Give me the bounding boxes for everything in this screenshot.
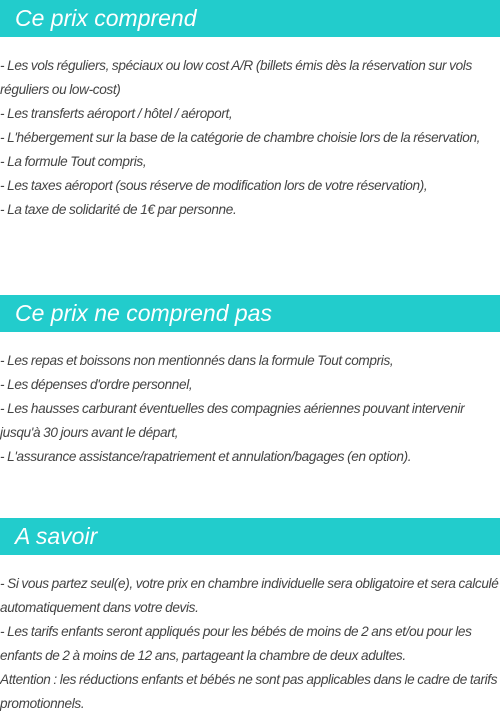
list-item: - Les taxes aéroport (sous réserve de modification lors de votre réservation), (0, 178, 428, 193)
list-item: Attention : les réductions enfants et bébés ne sont pas applicables dans le cadre de tarifs promotionnels. (0, 672, 498, 711)
list-item: - La formule Tout compris, (0, 154, 147, 169)
list-item: - La taxe de solidarité de 1€ par personne. (0, 202, 237, 217)
section-header-a-savoir (0, 518, 500, 555)
list-item: - Les hausses carburant éventuelles des compagnies aériennes pouvant intervenir jusqu'à 30 jours avant le départ, (0, 401, 465, 440)
section-title: Ce prix ne comprend pas (15, 300, 272, 326)
included-list (0, 54, 500, 222)
section-title: Ce prix comprend (15, 5, 197, 31)
list-item: - Si vous partez seul(e), votre prix en chambre individuelle sera obligatoire et sera calculé automatiquement dans votre devis. (0, 576, 499, 615)
list-item: - Les dépenses d'ordre personnel, (0, 377, 193, 392)
excluded-list (0, 349, 500, 469)
list-item: - Les repas et boissons non mentionnés dans la formule Tout compris, (0, 353, 394, 368)
list-item: - Les tarifs enfants seront appliqués pour les bébés de moins de 2 ans et/ou pour les enfants de 2 à moins de 12 ans, partageant la chambre de deux adultes. (0, 624, 472, 663)
info-list (0, 572, 500, 716)
list-item: - L'assurance assistance/rapatriement et annulation/bagages (en option). (0, 449, 412, 464)
list-item: - Les vols réguliers, spéciaux ou low cost A/R (billets émis dès la réservation sur vols réguliers ou low-cost) (0, 58, 472, 97)
section-title: A savoir (15, 523, 98, 549)
list-item: - L'hébergement sur la base de la catégorie de chambre choisie lors de la réservation, (0, 130, 481, 145)
section-header-prix-comprend (0, 0, 500, 37)
section-header-prix-ne-comprend-pas (0, 295, 500, 332)
list-item: - Les transferts aéroport / hôtel / aéroport, (0, 106, 233, 121)
